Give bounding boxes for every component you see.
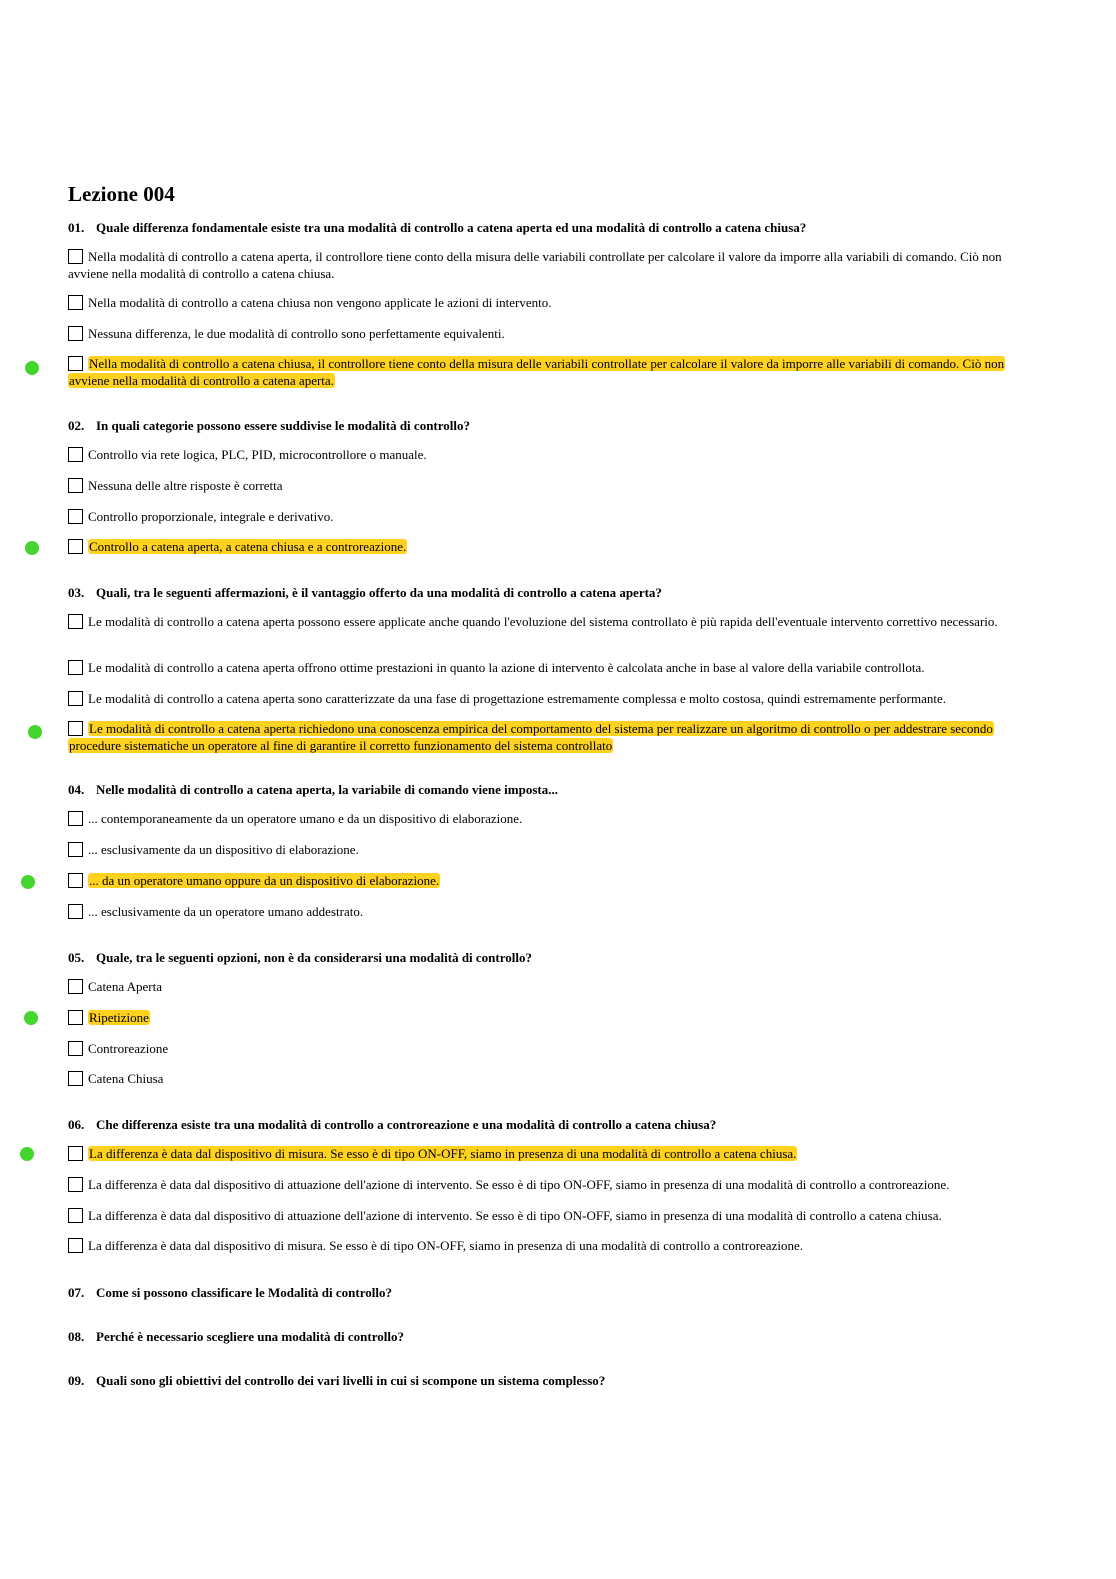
answer-option: ... contemporaneamente da un operatore umano e da un dispositivo di elaborazione.	[68, 811, 1043, 828]
checkbox[interactable]	[68, 811, 83, 826]
answer-option-correct	[68, 539, 1043, 556]
checkbox[interactable]	[68, 1010, 83, 1025]
highlighted-answer: Ripetizione	[89, 1010, 149, 1025]
highlighted-answer: Le modalità di controllo a catena aperta richiedono una conoscenza empirica del comportamento del sistema per realizzare un algoritmo di controllo o per addestrare secondo procedure sistematiche un operatore al fine di garantire il corretto funzionamento del sistema controllato	[69, 721, 993, 753]
question-07: 07. Come si possono classificare le Modalità di controllo?	[68, 1285, 392, 1300]
answer-option-correct	[68, 873, 1043, 890]
checkbox[interactable]	[68, 509, 83, 524]
correct-answer-marker	[25, 541, 39, 555]
checkbox[interactable]	[68, 1041, 83, 1056]
checkbox[interactable]	[68, 979, 83, 994]
answer-option-correct	[68, 1146, 1043, 1163]
checkbox[interactable]	[68, 842, 83, 857]
checkbox[interactable]	[68, 1071, 83, 1086]
checkbox[interactable]	[68, 691, 83, 706]
question-01: 01. Quale differenza fondamentale esiste tra una modalità di controllo a catena aperta ed una modalità di controllo a catena chiusa?	[68, 220, 807, 235]
checkbox[interactable]	[68, 873, 83, 888]
answer-option: Le modalità di controllo a catena aperta sono caratterizzate da una fase di progettazione estremamente complessa e molto costosa, quindi estremamente performante.	[68, 691, 1043, 708]
question-02: 02. In quali categorie possono essere suddivise le modalità di controllo?	[68, 418, 471, 433]
question-05: 05. Quale, tra le seguenti opzioni, non è da considerarsi una modalità di controllo?	[68, 950, 533, 965]
correct-answer-marker	[28, 725, 42, 739]
answer-option: La differenza è data dal dispositivo di misura. Se esso è di tipo ON-OFF, siamo in presenza di una modalità di controllo a controreazione.	[68, 1238, 1043, 1255]
checkbox[interactable]	[68, 249, 83, 264]
answer-option: Catena Chiusa	[68, 1071, 1043, 1088]
answer-option: Catena Aperta	[68, 979, 1043, 996]
answer-option-correct	[68, 1010, 1043, 1027]
checkbox[interactable]	[68, 478, 83, 493]
answer-option-correct	[68, 721, 1043, 754]
answer-option: Controreazione	[68, 1041, 1043, 1058]
answer-option: La differenza è data dal dispositivo di attuazione dell'azione di intervento. Se esso è di tipo ON-OFF, siamo in presenza di una modalità di controllo a catena chiusa.	[68, 1208, 1043, 1225]
highlighted-answer: La differenza è data dal dispositivo di misura. Se esso è di tipo ON-OFF, siamo in presenza di una modalità di controllo a catena chiusa.	[89, 1146, 797, 1161]
question-04: 04. Nelle modalità di controllo a catena aperta, la variabile di comando viene imposta...	[68, 782, 558, 797]
checkbox[interactable]	[68, 721, 83, 736]
lesson-title: Lezione 004	[68, 182, 175, 206]
answer-option: ... esclusivamente da un dispositivo di elaborazione.	[68, 842, 1043, 859]
answer-option: Nella modalità di controllo a catena chiusa non vengono applicate le azioni di intervento.	[68, 295, 1043, 312]
checkbox[interactable]	[68, 1177, 83, 1192]
answer-option: Controllo proporzionale, integrale e derivativo.	[68, 509, 1043, 526]
checkbox[interactable]	[68, 1146, 83, 1161]
answer-option: ... esclusivamente da un operatore umano addestrato.	[68, 904, 1043, 921]
answer-option-correct	[68, 356, 1043, 389]
answer-option: Controllo via rete logica, PLC, PID, microcontrollore o manuale.	[68, 447, 1043, 464]
checkbox[interactable]	[68, 356, 83, 371]
question-06: 06. Che differenza esiste tra una modalità di controllo a controreazione e una modalità di controllo a catena chiusa?	[68, 1117, 717, 1132]
checkbox[interactable]	[68, 660, 83, 675]
answer-option: Nessuna delle altre risposte è corretta	[68, 478, 1043, 495]
correct-answer-marker	[24, 1011, 38, 1025]
answer-option: La differenza è data dal dispositivo di attuazione dell'azione di intervento. Se esso è di tipo ON-OFF, siamo in presenza di una modalità di controllo a controreazione.	[68, 1177, 1043, 1194]
checkbox[interactable]	[68, 904, 83, 919]
checkbox[interactable]	[68, 539, 83, 554]
checkbox[interactable]	[68, 447, 83, 462]
correct-answer-marker	[20, 1147, 34, 1161]
question-08: 08. Perché è necessario scegliere una modalità di controllo?	[68, 1329, 404, 1344]
checkbox[interactable]	[68, 614, 83, 629]
question-09: 09. Quali sono gli obiettivi del controllo dei vari livelli in cui si scompone un sistema complesso?	[68, 1373, 606, 1388]
highlighted-answer: ... da un operatore umano oppure da un dispositivo di elaborazione.	[89, 873, 440, 888]
highlighted-answer: Controllo a catena aperta, a catena chiusa e a controreazione.	[89, 539, 407, 554]
answer-option: Nessuna differenza, le due modalità di controllo sono perfettamente equivalenti.	[68, 326, 1043, 343]
question-03: 03. Quali, tra le seguenti affermazioni, è il vantaggio offerto da una modalità di controllo a catena aperta?	[68, 585, 662, 600]
answer-option: Le modalità di controllo a catena aperta offrono ottime prestazioni in quanto la azione di intervento è calcolata anche in base al valore della variabile controllota.	[68, 660, 1043, 677]
checkbox[interactable]	[68, 295, 83, 310]
correct-answer-marker	[25, 361, 39, 375]
highlighted-answer: Nella modalità di controllo a catena chiusa, il controllore tiene conto della misura delle variabili controllate per calcolare il valore da imporre alle variabili di comando. Ciò non avviene nella modalità di controllo a catena aperta.	[69, 356, 1005, 388]
answer-option: Nella modalità di controllo a catena aperta, il controllore tiene conto della misura delle variabili controllate per calcolare il valore da imporre alla variabili di comando. Ciò non avviene nella modalità di controllo a catena chiusa.	[68, 249, 1002, 281]
checkbox[interactable]	[68, 1238, 83, 1253]
checkbox[interactable]	[68, 326, 83, 341]
answer-option: Le modalità di controllo a catena aperta possono essere applicate anche quando l'evoluzione del sistema controllato è più rapida dell'eventuale intervento correttivo necessario.	[68, 614, 1043, 631]
correct-answer-marker	[21, 875, 35, 889]
checkbox[interactable]	[68, 1208, 83, 1223]
